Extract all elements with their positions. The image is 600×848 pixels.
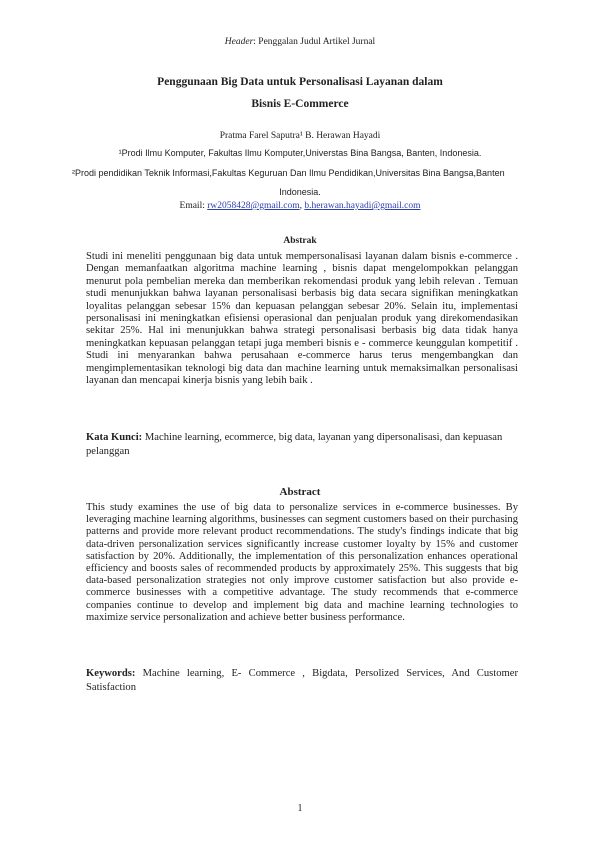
keywords-en-text: Machine learning, E- Commerce , Bigdata, Persolized Services, And Customer Satisfaction (86, 668, 519, 693)
email-link-1[interactable]: rw2058428@gmail.com (207, 201, 300, 211)
running-header-label: Header (224, 37, 254, 47)
abstract-en-heading: Abstract (279, 486, 321, 498)
affiliation-1: ¹Prodi Ilmu Komputer, Fakultas Ilmu Komputer,Universtas Bina Bangsa, Banten, Indonesia. (118, 148, 482, 158)
abstract-en-body: This study examines the use of big data to personalize services in e-commerce businesses. By leveraging machine learning algorithms, businesses can segment customers based on their purchasing patterns and provide more relevant product recommendations. The study's findings indicate that big data-driven personalization services significantly increase customer loyalty by 15% and customer satisfaction by 20%. Additionally, the implementation of this personalization enhances operational efficiency and boosts sales of recommended products by approximately 25%. This suggests that big data-based personalization strategies not only improve customer satisfaction but also provide e-commerce businesses with a competitive advantage. The study recommends that e-commerce companies continue to develop and implement big data and machine learning technologies to maximize service personalization and achieve better business performance. (86, 502, 518, 623)
keywords-id-text: Machine learning, ecommerce, big data, layanan yang dipersonalisasi, dan kepuasan pelanggan (86, 432, 503, 457)
email-separator: , (299, 201, 302, 211)
paper-title-line-2: Bisnis E-Commerce (251, 98, 349, 110)
abstract-id-body: Studi ini meneliti penggunaan big data untuk mempersonalisasi layanan dalam bisnis e-commerce . Dengan memanfaatkan algoritma machine learning , bisnis dapat mengelompokkan pelanggan menurut pola pembelian mereka dan memberikan rekomendasi produk yang lebih relevan . Temuan studi menunjukkan bahwa layanan personalisasi berbasis big data secara signifikan meningkatkan loyalitas pelanggan sebesar 15% dan kepuasan pelanggan sebesar 20%. Selain itu, implementasi personalisasi ini meningkatkan efisiensi operasional dan penjualan produk yang direkomendasikan sekitar 25%. Hal ini menunjukkan bahwa strategi personalisasi berbasis big data tidak hanya meningkatkan kepuasan pelanggan tetapi juga memberi bisnis e - commerce keunggulan kompetitif . Studi ini menyarankan bahwa perusahaan e-commerce harus terus mengembangkan dan mengimplementasikan teknologi big data dan machine learning untuk memaksimalkan personalisasi layanan dan mencapai kinerja bisnis yang lebih baik . (86, 251, 518, 387)
affiliation-2-continued: Indonesia. (279, 187, 321, 197)
email-label: Email: (179, 201, 205, 211)
running-header-text: : Penggalan Judul Artikel Jurnal (253, 37, 376, 47)
abstract-id-heading: Abstrak (283, 236, 317, 246)
page-number: 1 (297, 803, 303, 814)
keywords-en (86, 667, 518, 695)
running-header (0, 37, 600, 47)
keywords-en-label: Keywords: (86, 668, 136, 679)
email-line (0, 201, 600, 211)
keywords-id-label: Kata Kunci: (86, 432, 143, 443)
email-link-2[interactable]: b.herawan.hayadi@gmail.com (304, 201, 421, 211)
keywords-id (86, 431, 518, 458)
affiliation-2: ²Prodi pendidikan Teknik Informasi,Fakultas Keguruan Dan Ilmu Pendidikan,Universitas Bina Bangsa,Banten (72, 168, 505, 178)
author-list: Pratma Farel Saputra¹ B. Herawan Hayadi (219, 131, 381, 141)
paper-title-line-1: Penggunaan Big Data untuk Personalisasi Layanan dalam (157, 76, 443, 88)
